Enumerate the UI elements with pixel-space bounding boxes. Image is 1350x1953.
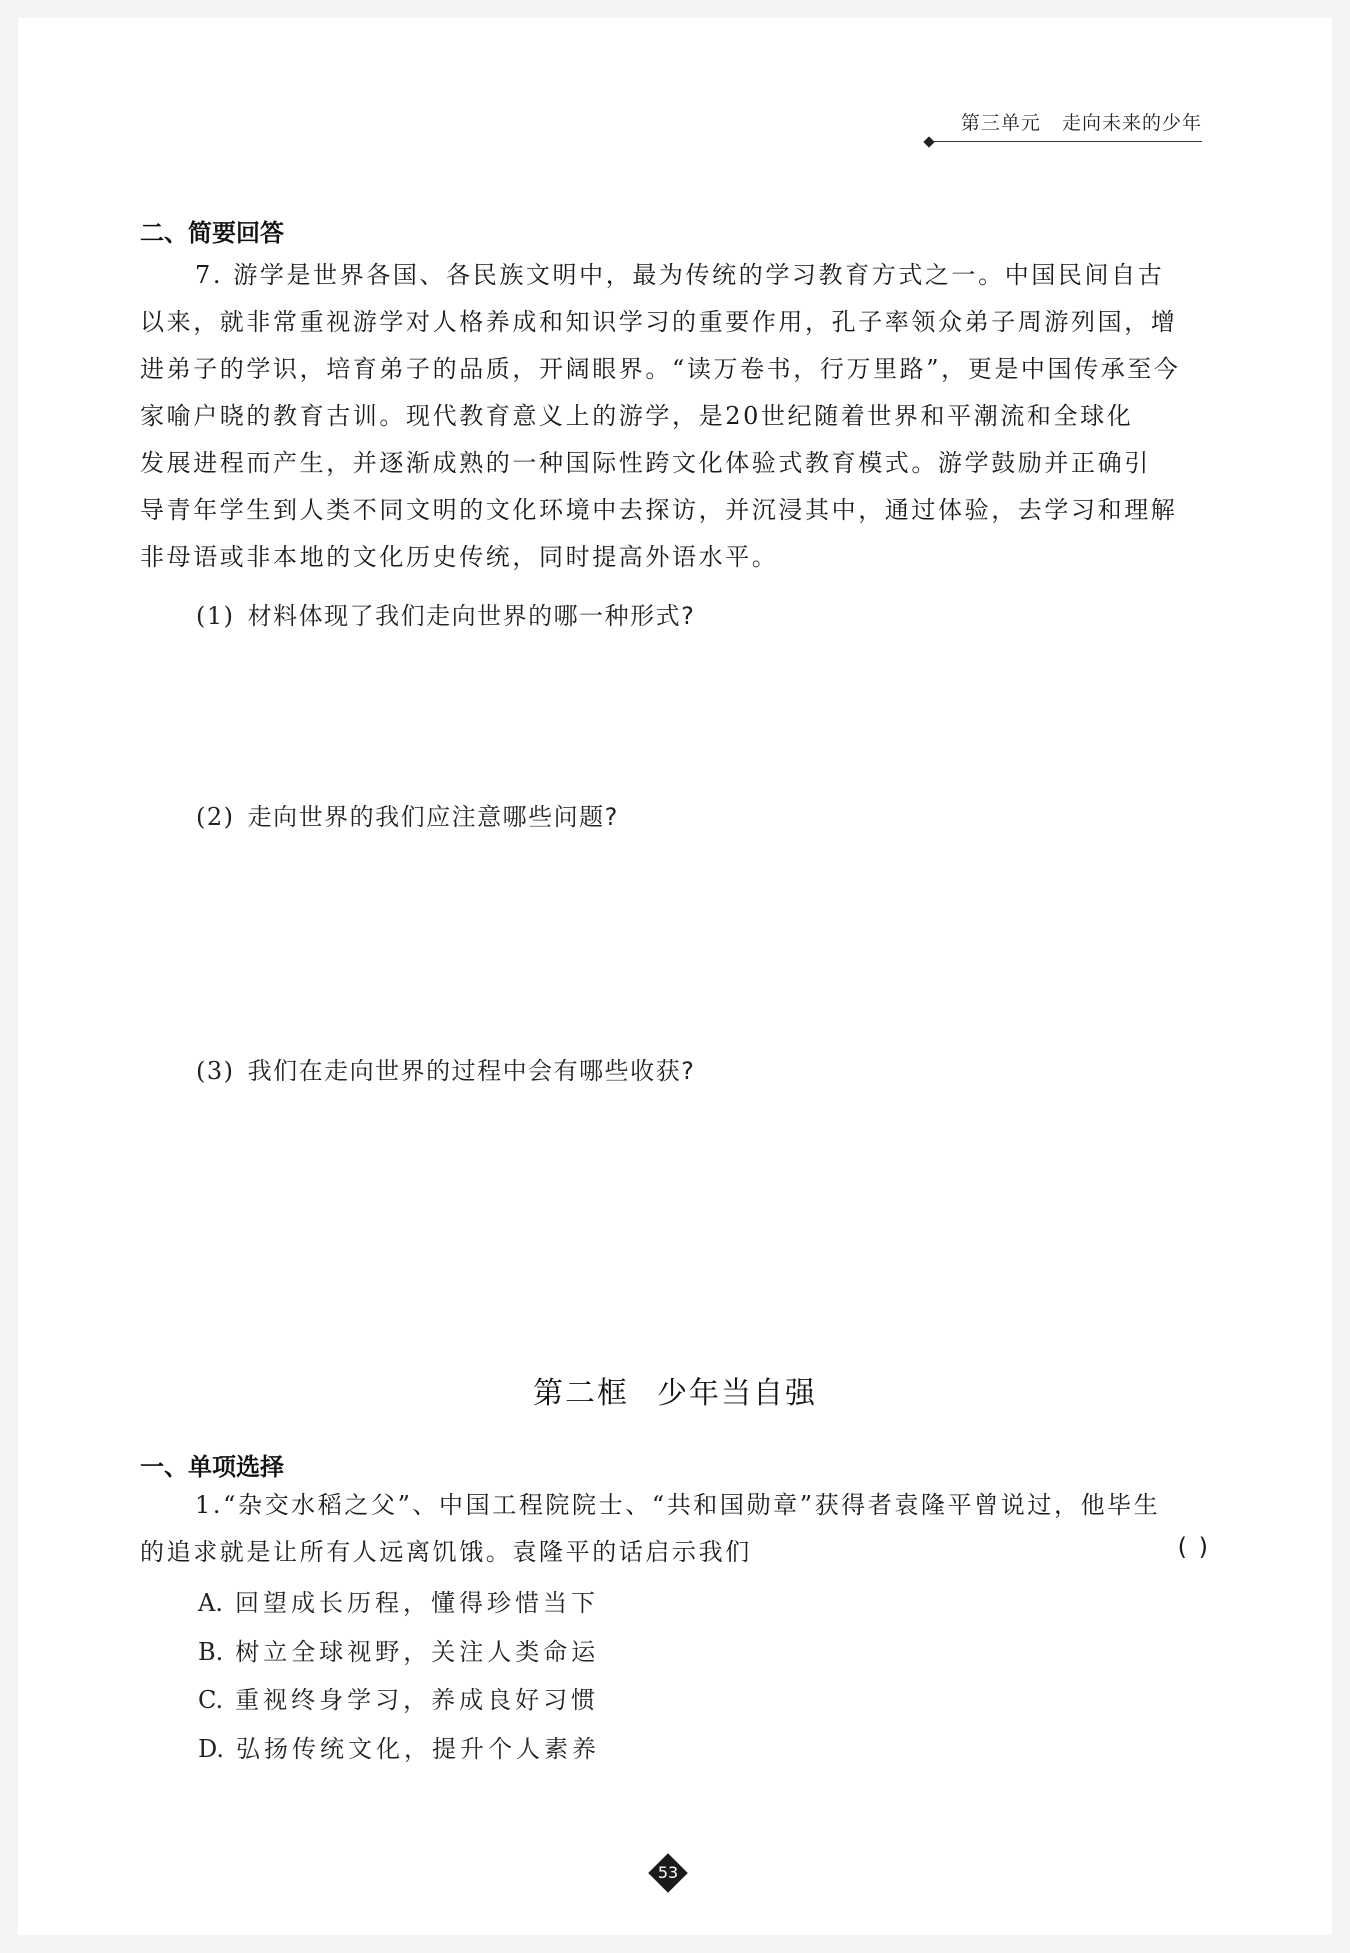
frame-title-part1: 第二框 [533, 1376, 629, 1411]
option-key: A. [198, 1589, 223, 1617]
sub-question-number: (2) [196, 803, 235, 831]
option-c[interactable] [198, 1680, 599, 1715]
passage-line: 进弟子的学识，培育弟子的品质，开阔眼界。“读万卷书，行万里路”，更是中国传承至今 [140, 355, 1181, 383]
passage-line: 7. 游学是世界各国、各民族文明中，最为传统的学习教育方式之一。中国民间自古 [195, 261, 1165, 289]
option-text: 弘扬传统文化，提升个人素养 [236, 1735, 601, 1763]
option-key: C. [198, 1686, 224, 1714]
frame-title-part2: 少年当自强 [657, 1376, 817, 1411]
option-key: B. [198, 1638, 224, 1666]
page-number: 53 [657, 1863, 679, 1882]
answer-space-1[interactable] [140, 640, 1192, 790]
passage-line: 导青年学生到人类不同文明的文化环境中去探访，并沉浸其中，通过体验，去学习和理解 [140, 496, 1178, 524]
section-heading-short-answer: 二、简要回答 [140, 219, 284, 247]
question-1-stem [140, 1482, 1192, 1576]
stem-line: 1.“杂交水稻之父”、中国工程院院士、“共和国勋章”获得者袁隆平曾说过，他毕生 [195, 1491, 1161, 1519]
sub-question-text: 走向世界的我们应注意哪些问题? [247, 803, 619, 831]
answer-space-3[interactable] [140, 1095, 1192, 1345]
stem-line: 的追求就是让所有人远离饥饿。袁隆平的话启示我们 [140, 1538, 752, 1566]
sub-question-2 [196, 797, 619, 832]
page-header [961, 108, 1202, 135]
option-d[interactable] [198, 1729, 600, 1764]
question-7-passage [140, 252, 1192, 581]
sub-question-text: 材料体现了我们走向世界的哪一种形式? [247, 602, 696, 630]
sub-question-3 [196, 1051, 695, 1086]
sub-question-number: (1) [196, 602, 235, 630]
sub-question-1 [196, 596, 695, 631]
section-heading-single-choice: 一、单项选择 [140, 1453, 284, 1481]
sub-question-text: 我们在走向世界的过程中会有哪些收获? [247, 1057, 696, 1085]
header-unit: 第三单元 [960, 112, 1041, 134]
sub-question-number: (3) [196, 1057, 235, 1085]
answer-bracket[interactable]: ( ) [1177, 1533, 1210, 1561]
passage-line: 以来，就非常重视游学对人格养成和知识学习的重要作用，孔子率领众弟子周游列国，增 [140, 308, 1178, 336]
answer-space-2[interactable] [140, 840, 1192, 1040]
option-text: 树立全球视野，关注人类命运 [235, 1638, 600, 1666]
frame-title [0, 1368, 1350, 1412]
option-b[interactable] [198, 1632, 599, 1667]
passage-line: 非母语或非本地的文化历史传统，同时提高外语水平。 [140, 543, 779, 571]
option-text: 重视终身学习，养成良好习惯 [235, 1686, 600, 1714]
option-key: D. [198, 1735, 225, 1763]
header-title: 走向未来的少年 [1061, 112, 1202, 134]
header-rule [933, 141, 1202, 142]
option-a[interactable] [198, 1583, 599, 1618]
page-number-badge [648, 1853, 688, 1893]
passage-line: 发展进程而产生，并逐渐成熟的一种国际性跨文化体验式教育模式。游学鼓励并正确引 [140, 449, 1151, 477]
option-text: 回望成长历程，懂得珍惜当下 [234, 1589, 599, 1617]
passage-line: 家喻户晓的教育古训。现代教育意义上的游学，是20世纪随着世界和平潮流和全球化 [140, 402, 1134, 430]
